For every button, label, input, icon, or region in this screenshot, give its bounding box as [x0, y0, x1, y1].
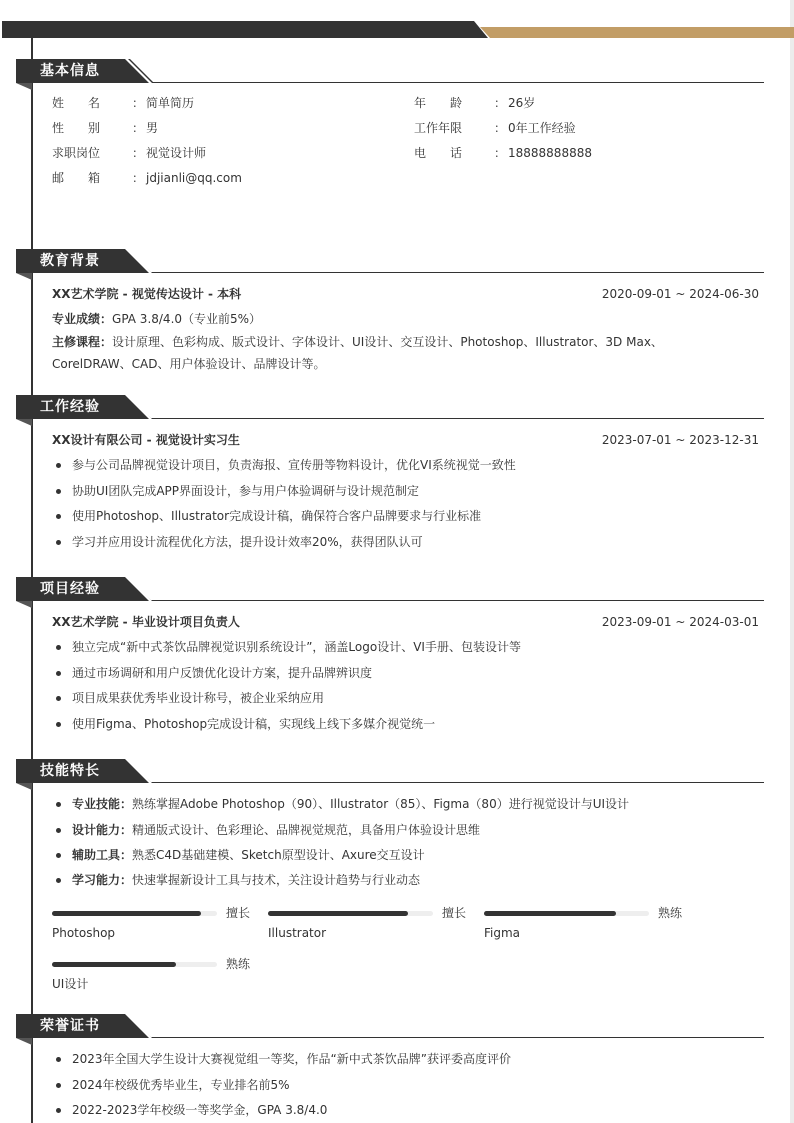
section-title: 工作经验	[40, 399, 100, 415]
field-name: 姓 名 ： 简单简历	[52, 96, 195, 110]
work-date: 2023-07-01 ~ 2023-12-31	[601, 433, 759, 447]
project-date: 2023-09-01 ~ 2024-03-01	[601, 615, 759, 629]
project-item: 独立完成“新中式茶饮品牌视觉识别系统设计”，涵盖Logo设计、VI手册、包装设计等	[72, 640, 521, 654]
skill-item: 设计能力：精通版式设计、色彩理论、品牌视觉规范，具备用户体验设计思维	[72, 823, 481, 837]
field-years: 工作年限 ： 0年工作经验	[414, 121, 576, 135]
section-title: 荣誉证书	[40, 1018, 100, 1034]
field-gender: 性 别 ： 男	[52, 121, 159, 135]
skill-level: 擅长	[226, 906, 251, 920]
skill-bar-illustrator	[268, 911, 433, 916]
education-gpa: 专业成绩：GPA 3.8/4.0（专业前5%）	[52, 312, 262, 326]
skill-bar-ui	[52, 962, 217, 967]
top-decor-accent-bar	[480, 27, 794, 38]
section-title: 技能特长	[40, 763, 100, 779]
skill-name: Illustrator	[268, 926, 327, 940]
honor-item: 2023年全国大学生设计大赛视觉组一等奖，作品“新中式茶饮品牌”获评委高度评价	[72, 1052, 511, 1066]
education-date: 2020-09-01 ~ 2024-06-30	[601, 287, 759, 301]
field-position: 求职岗位 ： 视觉设计师	[52, 146, 207, 160]
field-email: 邮 箱 ： jdjianli@qq.com	[52, 171, 242, 185]
section-header-education	[16, 249, 764, 280]
section-header-project	[16, 577, 764, 608]
section-header-honors	[16, 1014, 764, 1045]
skill-level: 擅长	[442, 906, 467, 920]
skill-bar-figma	[484, 911, 649, 916]
education-courses-cont: CorelDRAW、CAD、用户体验设计、品牌设计等。	[52, 357, 326, 371]
honor-item: 2024年校级优秀毕业生，专业排名前5%	[72, 1078, 290, 1092]
skill-name: Photoshop	[52, 926, 116, 940]
field-age: 年 龄 ： 26岁	[414, 96, 536, 110]
skill-level: 熟练	[658, 906, 683, 920]
section-title: 基本信息	[40, 63, 100, 79]
work-item: 学习并应用设计流程优化方法，提升设计效率20%，获得团队认可	[72, 535, 423, 549]
skill-level: 熟练	[226, 957, 251, 971]
work-item: 协助UI团队完成APP界面设计，参与用户体验调研与设计规范制定	[72, 484, 420, 498]
skill-item: 辅助工具：熟悉C4D基础建模、Sketch原型设计、Axure交互设计	[72, 848, 425, 862]
project-title: XX艺术学院 - 毕业设计项目负责人	[52, 615, 240, 629]
work-item: 使用Photoshop、Illustrator完成设计稿，确保符合客户品牌要求与行业标准	[72, 509, 482, 523]
education-courses: 主修课程：设计原理、色彩构成、版式设计、字体设计、UI设计、交互设计、Photoshop、Illustrator、3D Max、	[52, 335, 663, 349]
work-title: XX设计有限公司 - 视觉设计实习生	[52, 433, 240, 447]
top-decor-dark-bar	[2, 21, 488, 38]
project-item: 项目成果获优秀毕业设计称号，被企业采纳应用	[72, 691, 325, 705]
skill-item: 学习能力：快速掌握新设计工具与技术，关注设计趋势与行业动态	[72, 873, 421, 887]
project-item: 使用Figma、Photoshop完成设计稿，实现线上线下多媒介视觉统一	[72, 717, 436, 731]
section-header-basic	[16, 59, 764, 90]
skill-item: 专业技能：熟练掌握Adobe Photoshop（90）、Illustrator（85）、Figma（80）进行视觉设计与UI设计	[72, 797, 630, 811]
education-title: XX艺术学院 - 视觉传达设计 - 本科	[52, 287, 242, 301]
section-header-skills	[16, 759, 764, 790]
skill-name: UI设计	[52, 977, 89, 991]
work-item: 参与公司品牌视觉设计项目，负责海报、宣传册等物料设计，优化VI系统视觉一致性	[72, 458, 516, 472]
project-item: 通过市场调研和用户反馈优化设计方案，提升品牌辨识度	[72, 666, 373, 680]
honor-item: 2022-2023学年校级一等奖学金，GPA 3.8/4.0	[72, 1103, 328, 1117]
section-header-work	[16, 395, 764, 426]
skill-name: Figma	[484, 926, 521, 940]
skill-bar-photoshop	[52, 911, 217, 916]
field-phone: 电 话 ： 18888888888	[414, 146, 592, 160]
section-title: 教育背景	[40, 253, 100, 269]
section-title: 项目经验	[40, 581, 100, 597]
